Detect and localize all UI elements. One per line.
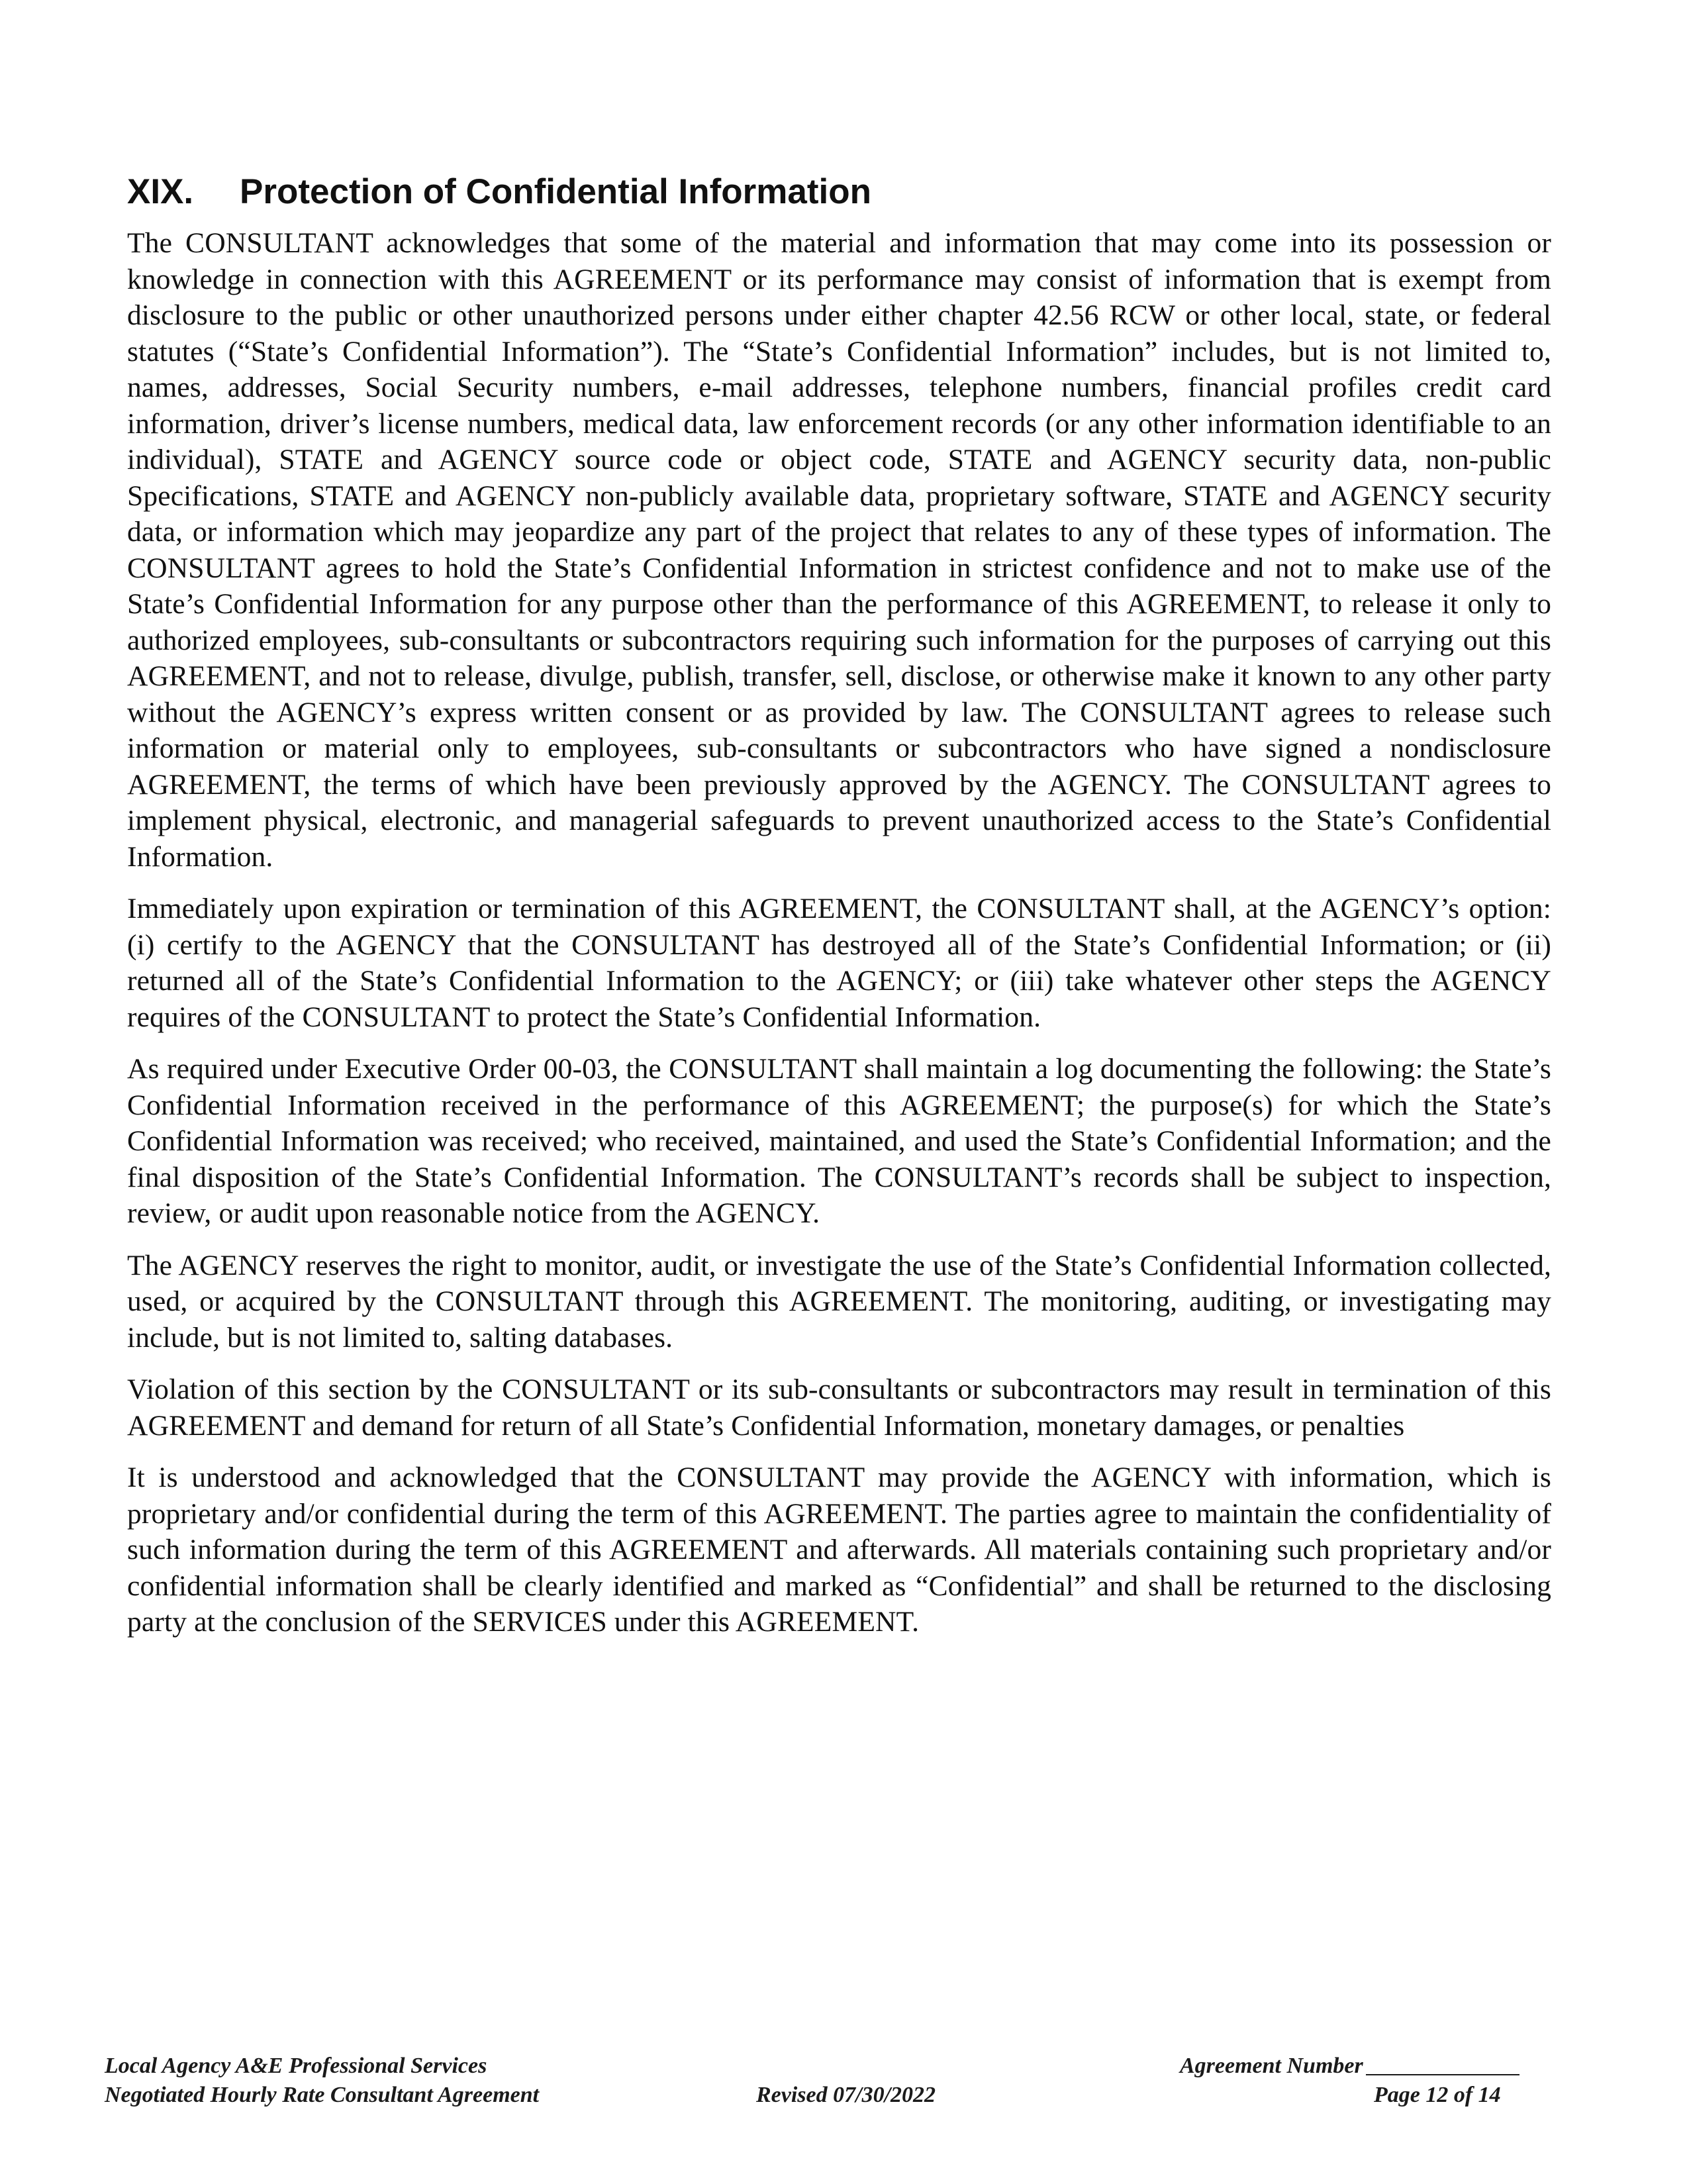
page-footer (0, 2052, 1687, 2131)
paragraph-violation: Violation of this section by the CONSULTANT or its sub-consultants or subcontractors may result in termination of this AGREEMENT and demand for return of all State’s Confidential Information, monetary damages, or penalties (127, 1373, 1551, 1442)
paragraph-consultant-proprietary: It is understood and acknowledged that the CONSULTANT may provide the AGENCY with information, which is proprietary and/or confidential during the term of this AGREEMENT. The parties agree to maintain the confidentiality of such information during the term of this AGREEMENT and afterwards. All materials containing such proprietary and/or confidential information shall be clearly identified and marked as “Confidential” and shall be returned to the disclosing party at the conclusion of the SERVICES under this AGREEMENT. (127, 1462, 1551, 1638)
paragraph-executive-order-log: As required under Executive Order 00-03, the CONSULTANT shall maintain a log documenting the following: the State’s Confidential Information received in the performance of this AGREEMENT; the purpose(s) for which the State’s Confidential Information was received; who received, maintained, and used the State’s Confidential Information; and the final disposition of the State’s Confidential Information. The CONSULTANT’s records shall be subject to inspection, review, or audit upon reasonable notice from the AGENCY. (127, 1053, 1551, 1229)
agreement-number-label: Agreement Number (1180, 2054, 1363, 2078)
section-body (127, 225, 1551, 1656)
page-number: Page 12 of 14 (1374, 2083, 1501, 2107)
section-number: XIX. (127, 172, 194, 211)
paragraph-termination: Immediately upon expiration or termination of this AGREEMENT, the CONSULTANT shall, at the AGENCY’s option: (i) certify to the AGENCY that the CONSULTANT has destroyed all of the State’s Confidential Information; or (ii) returned all of the State’s Confidential Information to the AGENCY; or (iii) take whatever other steps the AGENCY requires of the CONSULTANT to protect the State’s Confidential Information. (127, 893, 1551, 1033)
footer-agreement-type (105, 2052, 539, 2110)
agreement-number-row (1180, 2052, 1551, 2081)
footer-revised-date: Revised 07/30/2022 (756, 2083, 936, 2107)
footer-line-1: Local Agency A&E Professional Services (105, 2054, 487, 2078)
agreement-number-blank (1366, 2074, 1519, 2075)
footer-agreement-info (1180, 2052, 1551, 2107)
footer-line-2: Negotiated Hourly Rate Consultant Agreement (105, 2083, 540, 2107)
paragraph-confidential-info: The CONSULTANT acknowledges that some of the material and information that may come into its possession or knowledge in connection with this AGREEMENT or its performance may consist of information that is exempt from disclosure to the public or other unauthorized persons under either chapter 42.56 RCW or other local, state, or federal statutes (“State’s Confidential Information”). The “State’s Confidential Information” includes, but is not limited to, names, addresses, Social Security numbers, e-mail addresses, telephone numbers, financial profiles credit card information, driver’s license numbers, medical data, law enforcement records (or any other information identifiable to an individual), STATE and AGENCY source code or object code, STATE and AGENCY security data, non-public Specifications, STATE and AGENCY non-publicly available data, proprietary software, STATE and AGENCY security data, or information which may jeopardize any part of the project that relates to any of these types of information. The CONSULTANT agrees to hold the State’s Confidential Information in strictest confidence and not to make use of the State’s Confidential Information for any purpose other than the performance of this AGREEMENT, to release it only to authorized employees, sub-consultants or subcontractors requiring such information for the purposes of carrying out this AGREEMENT, and not to release, divulge, publish, transfer, sell, disclose, or otherwise make it known to any other party without the AGENCY’s express written consent or as provided by law. The CONSULTANT agrees to release such information or material only to employees, sub-consultants or subcontractors who have signed a nondisclosure AGREEMENT, the terms of which have been previously approved by the AGENCY. The CONSULTANT agrees to implement physical, electronic, and managerial safeguards to prevent unauthorized access to the State’s Confidential Information. (127, 227, 1551, 873)
paragraph-monitoring: The AGENCY reserves the right to monitor, audit, or investigate the use of the State’s Confidential Information collected, used, or acquired by the CONSULTANT through this AGREEMENT. The monitoring, auditing, or investigating may include, but is not limited to, salting databases. (127, 1249, 1551, 1354)
section-heading (127, 171, 1551, 213)
section-title: Protection of Confidential Information (240, 172, 871, 211)
